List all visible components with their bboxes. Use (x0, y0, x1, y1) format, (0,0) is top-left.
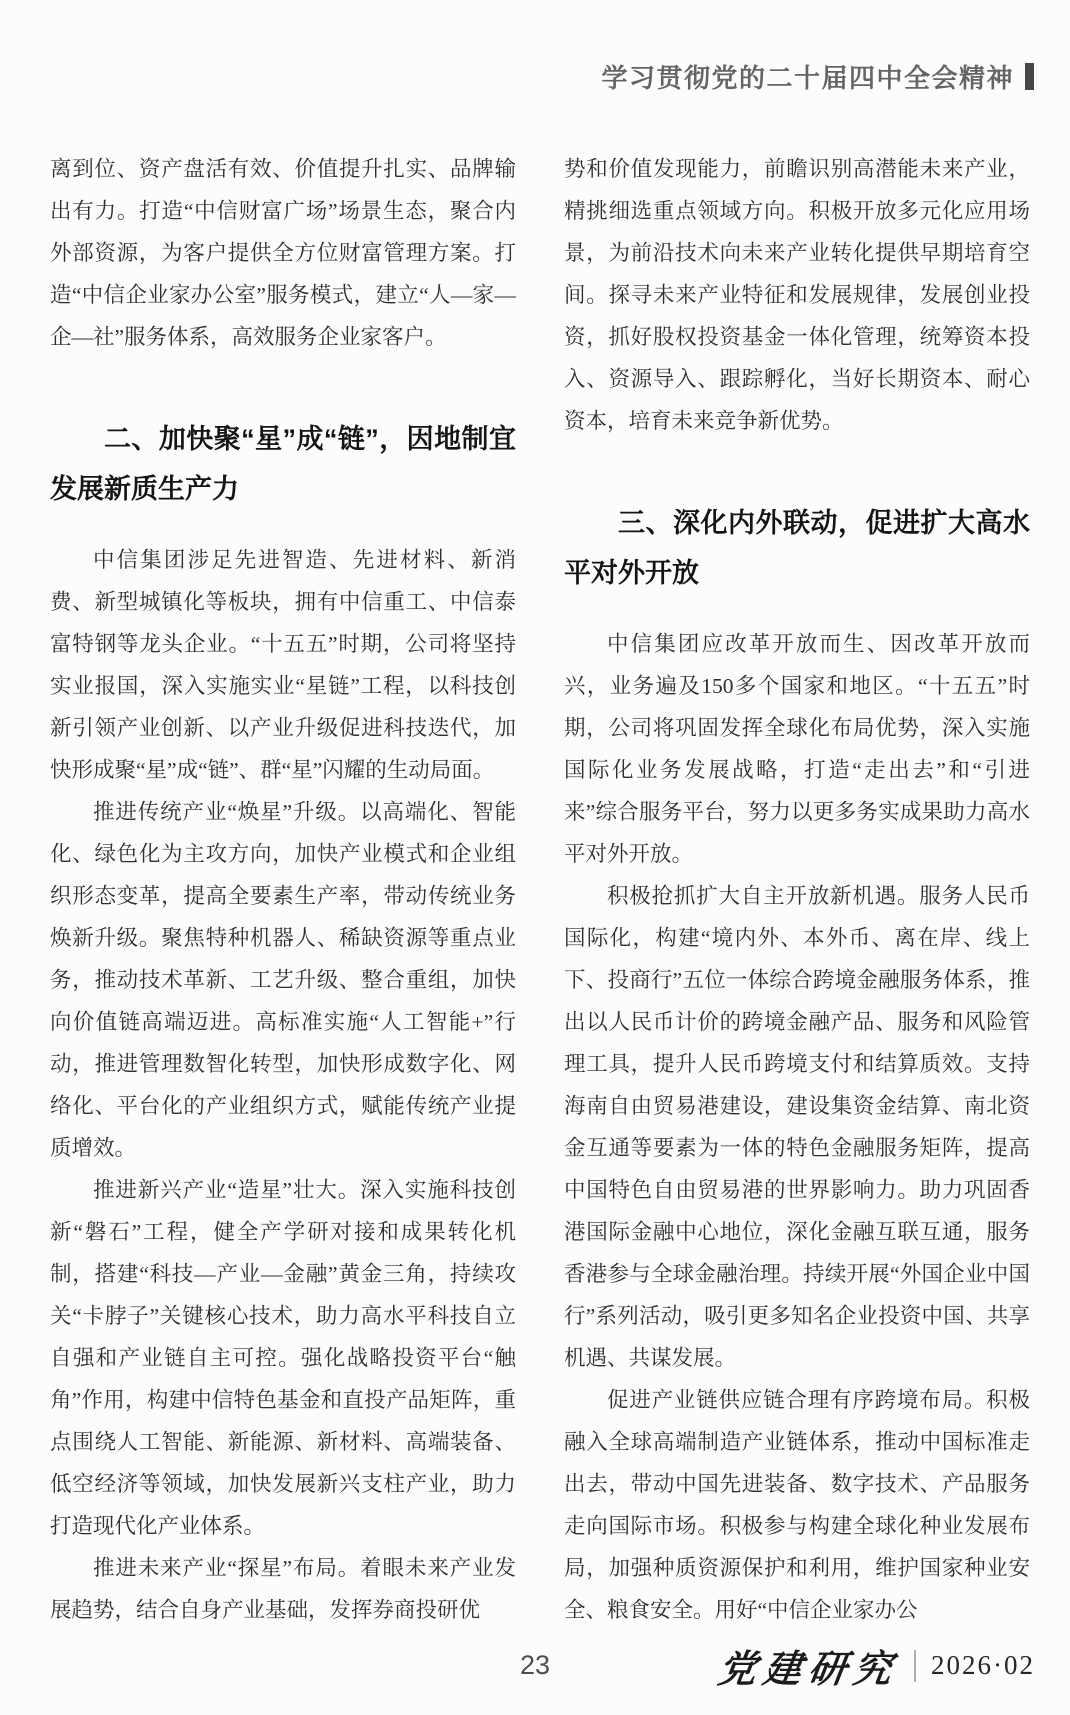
running-header (601, 58, 1034, 95)
paragraph-continuation: 离到位、资产盘活有效、价值提升扎实、品牌输出有力。打造“中信财富广场”场景生态，聚合内外部资源，为客户提供全方位财富管理方案。打造“中信企业家办公室”服务模式，建立“人—家—企—社”服务体系，高效服务企业家客户。 (50, 157, 516, 349)
paragraph-continuation: 势和价值发现能力，前瞻识别高潜能未来产业，精挑细选重点领域方向。积极开放多元化应用场景，为前沿技术向未来产业转化提供早期培育空间。探寻未来产业特征和发展规律，发展创业投资，抓好股权投资基金一体化管理，统筹资本投入、资源导入、跟踪孵化，当好长期资本、耐心资本，培育未来竞争新优势。 (564, 157, 1030, 433)
issue-number: 2026·02 (931, 1650, 1035, 1680)
right-column (564, 148, 1030, 1643)
paragraph: 推进未来产业“探星”布局。着眼未来产业发展趋势，结合自身产业基础，发挥券商投研优 (50, 1556, 516, 1622)
article-body (50, 148, 1030, 1643)
journal-logo-calligraphy: 党建研究 (715, 1646, 902, 1691)
left-column (50, 148, 516, 1643)
paragraph: 推进传统产业“焕星”升级。以高端化、智能化、绿色化为主攻方向，加快产业模式和企业组织形态变革，提高全要素生产率，带动传统业务焕新升级。聚焦特种机器人、稀缺资源等重点业务，推动技术革新、工艺升级、整合重组，加快向价值链高端迈进。高标准实施“人工智能+”行动，推进管理数智化转型，加快形成数字化、网络化、平台化的产业组织方式，赋能传统产业提质增效。 (50, 800, 516, 1160)
page-number: 23 (519, 1650, 551, 1680)
section-heading-three: 三、深化内外联动，促进扩大高水平对外开放 (564, 508, 1030, 588)
footer-separator-line (914, 1650, 916, 1682)
section-header-label: 学习贯彻党的二十届四中全会精神 (601, 63, 1014, 93)
paragraph: 中信集团涉足先进智造、先进材料、新消费、新型城镇化等板块，拥有中信重工、中信泰富特钢等龙头企业。“十五五”时期，公司将坚持实业报国，深入实施实业“星链”工程，以科技创新引领产业创新、以产业升级促进科技迭代，加快形成聚“星”成“链”、群“星”闪耀的生动局面。 (50, 548, 516, 782)
paragraph: 中信集团应改革开放而生、因改革开放而兴，业务遍及150多个国家和地区。“十五五”时期，公司将巩固发挥全球化布局优势，深入实施国际化业务发展战略，打造“走出去”和“引进来”综合服务平台，努力以更多务实成果助力高水平对外开放。 (564, 632, 1030, 866)
paragraph: 积极抢抓扩大自主开放新机遇。服务人民币国际化，构建“境内外、本外币、离在岸、线上下、投商行”五位一体综合跨境金融服务体系，推出以人民币计价的跨境金融产品、服务和风险管理工具，提升人民币跨境支付和结算质效。支持海南自由贸易港建设，建设集资金结算、南北资金互通等要素为一体的特色金融服务矩阵，提高中国特色自由贸易港的世界影响力。助力巩固香港国际金融中心地位，深化金融互联互通，服务香港参与全球金融治理。持续开展“外国企业中国行”系列活动，吸引更多知名企业投资中国、共享机遇、共谋发展。 (564, 884, 1030, 1370)
section-heading-two: 二、加快聚“星”成“链”，因地制宜发展新质生产力 (50, 424, 516, 504)
journal-footer (715, 1638, 1035, 1693)
paragraph: 促进产业链供应链合理有序跨境布局。积极融入全球高端制造产业链体系，推动中国标准走出去，带动中国先进装备、数字技术、产品服务走向国际市场。积极参与构建全球化种业发展布局，加强种质资源保护和利用，维护国家种业安全、粮食安全。用好“中信企业家办公 (564, 1388, 1030, 1622)
paragraph: 推进新兴产业“造星”壮大。深入实施科技创新“磐石”工程，健全产学研对接和成果转化机制，搭建“科技—产业—金融”黄金三角，持续攻关“卡脖子”关键核心技术，助力高水平科技自立自强和产业链自主可控。强化战略投资平台“触角”作用，构建中信特色基金和直投产品矩阵，重点围绕人工智能、新能源、新材料、高端装备、低空经济等领域，加快发展新兴支柱产业，助力打造现代化产业体系。 (50, 1178, 516, 1538)
header-bar-ornament (1025, 63, 1034, 90)
